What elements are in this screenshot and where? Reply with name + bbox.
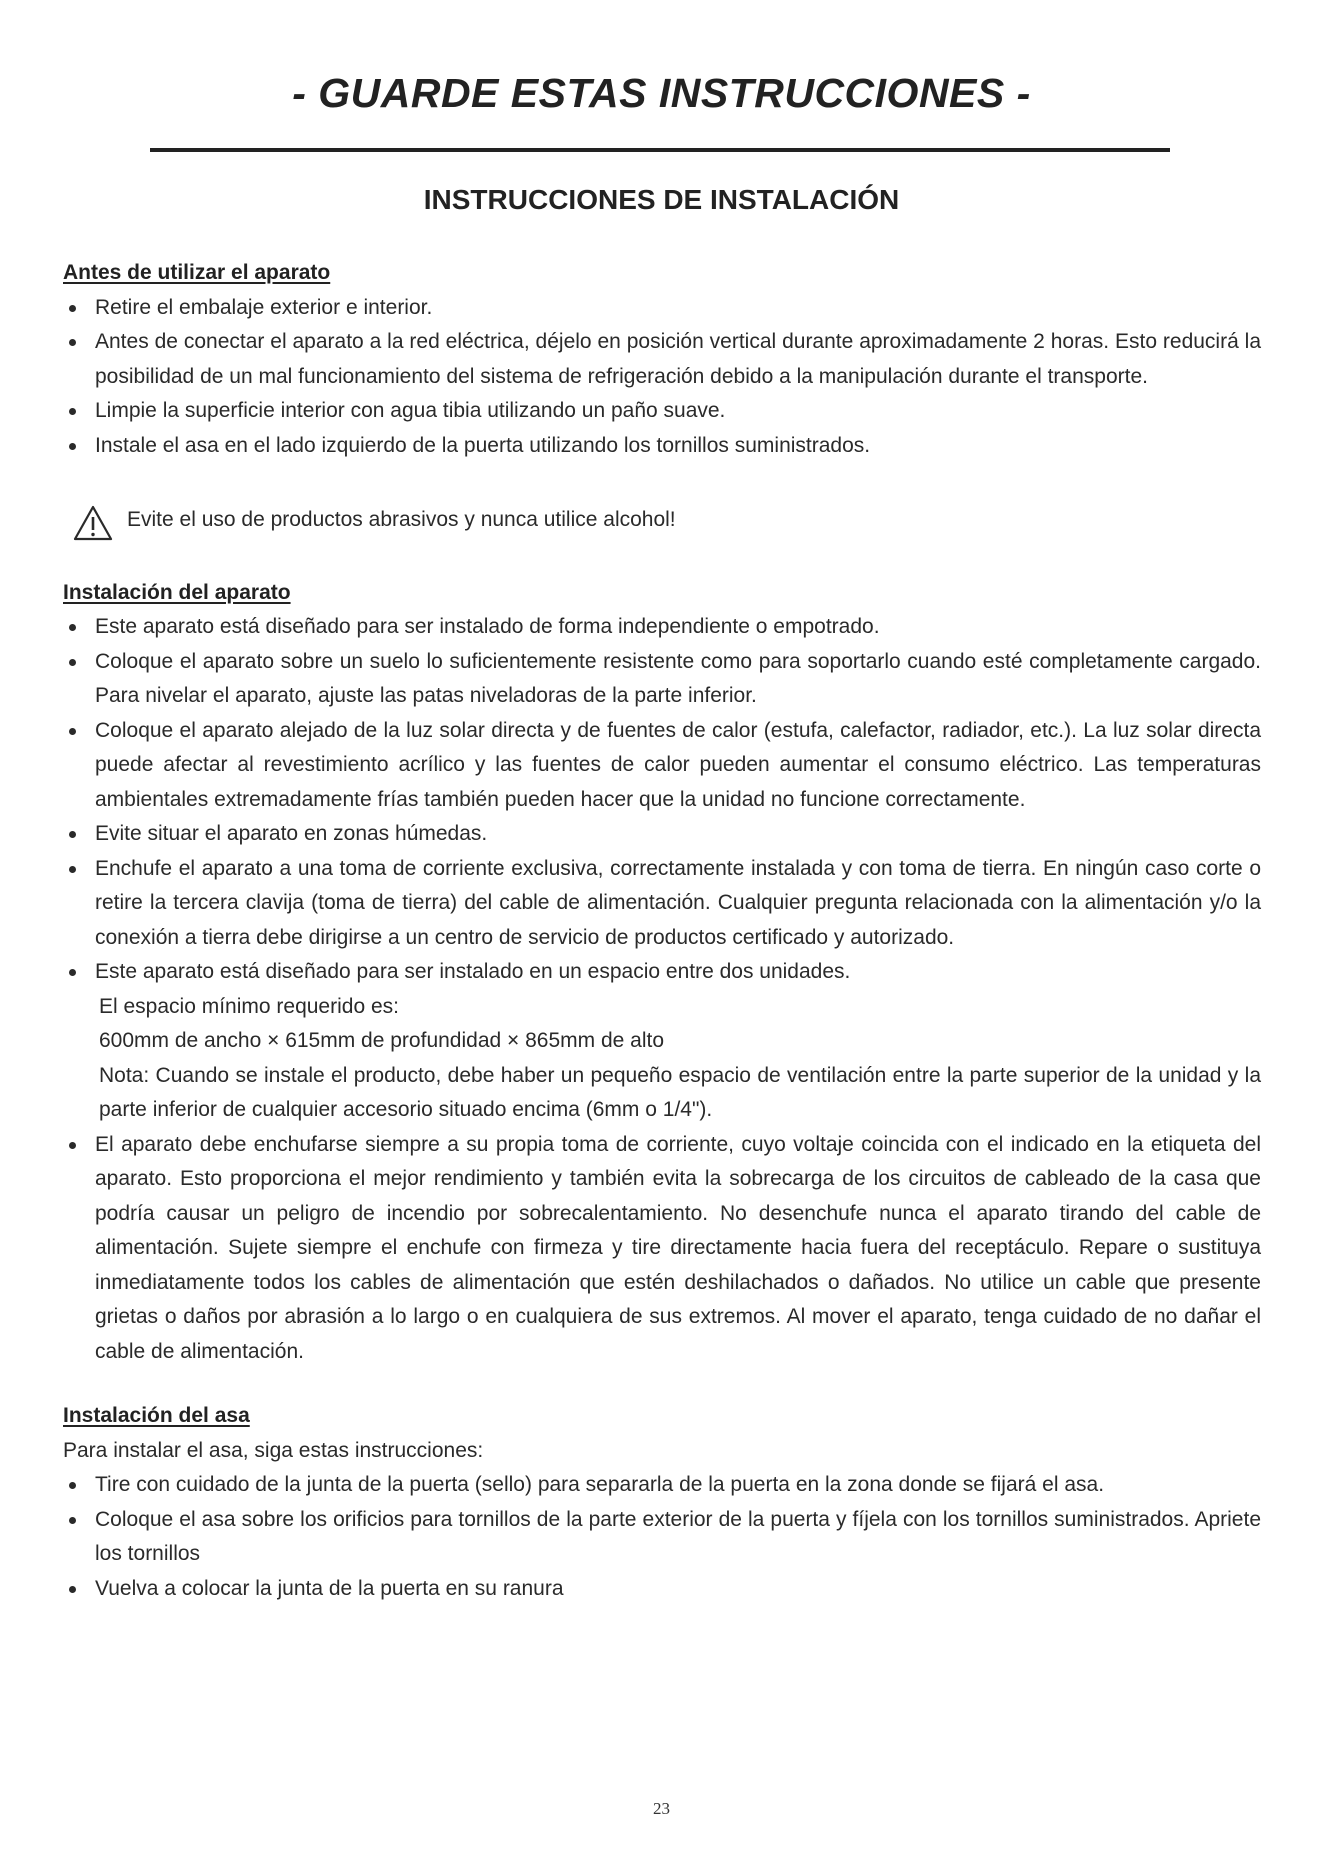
warning-triangle-icon — [73, 505, 113, 541]
list-item: Evite situar el aparato en zonas húmedas. — [63, 817, 1261, 852]
list-item: Vuelva a colocar la junta de la puerta en su ranura — [63, 1572, 1261, 1607]
instructions-body — [63, 256, 1261, 1606]
ventilation-note: Nota: Cuando se instale el producto, debe haber un pequeño espacio de ventilación entre la parte superior de la unidad y la parte inferior de cualquier accesorio situado encima (6mm o 1/4"). — [99, 1063, 1261, 1121]
list-item: Retire el embalaje exterior e interior. — [63, 291, 1261, 326]
section-spacer — [63, 538, 1261, 576]
list-item: Este aparato está diseñado para ser instalado de forma independiente o empotrado. — [63, 610, 1261, 645]
bullet-list — [63, 610, 1261, 1369]
section-appliance-installation — [63, 576, 1261, 1370]
list-item: Enchufe el aparato a una toma de corriente exclusiva, correctamente instalada y con toma de tierra. En ningún caso corte o retire la tercera clavija (toma de tierra) del cable de alimentación. Cualquier pregunta relacionada con la alimentación y/o la conexión a tierra debe dirigirse a un centro de servicio de productos certificado y autorizado. — [63, 852, 1261, 956]
section-intro: Para instalar el asa, siga estas instrucciones: — [63, 1438, 484, 1462]
section-heading: Instalación del asa — [63, 1404, 250, 1427]
list-item-space — [63, 955, 1261, 1128]
space-requirement-label: El espacio mínimo requerido es: — [99, 994, 399, 1018]
section-spacer — [63, 1369, 1261, 1399]
warning-note — [73, 503, 1261, 538]
list-item: Instale el asa en el lado izquierdo de la puerta utilizando los tornillos suministrados. — [63, 429, 1261, 464]
list-item: Coloque el aparato sobre un suelo lo suficientemente resistente como para soportarlo cuando esté completamente cargado. Para nivelar el aparato, ajuste las patas niveladoras de la parte inferior. — [63, 645, 1261, 714]
section-heading: Antes de utilizar el aparato — [63, 261, 331, 284]
section-handle-installation — [63, 1399, 1261, 1606]
bullet-list — [63, 291, 1261, 464]
list-item: Coloque el asa sobre los orificios para tornillos de la parte exterior de la puerta y fíjela con los tornillos suministrados. Apriete los tornillos — [63, 1503, 1261, 1572]
section-before-use — [63, 256, 1261, 538]
page-number: 23 — [653, 1799, 670, 1818]
header-divider — [150, 148, 1170, 152]
page-title: INSTRUCCIONES DE INSTALACIÓN — [423, 184, 900, 215]
save-instructions-banner: - GUARDE ESTAS INSTRUCCIONES - — [292, 70, 1031, 116]
list-item: Coloque el aparato alejado de la luz solar directa y de fuentes de calor (estufa, calefactor, radiador, etc.). La luz solar directa puede afectar al revestimiento acrílico y las fuentes de calor pueden aumentar el consumo eléctrico. Las temperaturas ambientales extremadamente frías también pueden hacer que la unidad no funcione correctamente. — [63, 714, 1261, 818]
list-item: Limpie la superficie interior con agua tibia utilizando un paño suave. — [63, 394, 1261, 429]
list-item: El aparato debe enchufarse siempre a su propia toma de corriente, cuyo voltaje coincida con el indicado en la etiqueta del aparato. Esto proporciona el mejor rendimiento y también evita la sobrecarga de los circuitos de cableado de la casa que podría causar un peligro de incendio por sobrecalentamiento. No desenchufe nunca el aparato tirando del cable de alimentación. Sujete siempre el enchufe con firmeza y tire directamente hacia fuera del receptáculo. Repare o sustituya inmediatamente todos los cables de alimentación que estén deshilachados o dañados. No utilice un cable que presente grietas o daños por abrasión a lo largo o en cualquiera de sus extremos. Al mover el aparato, tenga cuidado de no dañar el cable de alimentación. — [63, 1128, 1261, 1370]
space-dimensions: 600mm de ancho × 615mm de profundidad × 865mm de alto — [99, 1029, 665, 1052]
bullet-list — [63, 1468, 1261, 1606]
list-item-text: Este aparato está diseñado para ser instalado en un espacio entre dos unidades. — [95, 960, 851, 983]
list-item: Tire con cuidado de la junta de la puerta (sello) para separarla de la puerta en la zona donde se fijará el asa. — [63, 1468, 1261, 1503]
warning-text: Evite el uso de productos abrasivos y nunca utilice alcohol! — [127, 508, 676, 531]
section-heading: Instalación del aparato — [63, 580, 291, 604]
list-item: Antes de conectar el aparato a la red eléctrica, déjelo en posición vertical durante aproximadamente 2 horas. Esto reducirá la posibilidad de un mal funcionamiento del sistema de refrigeración debido a la manipulación durante el transporte. — [63, 325, 1261, 394]
